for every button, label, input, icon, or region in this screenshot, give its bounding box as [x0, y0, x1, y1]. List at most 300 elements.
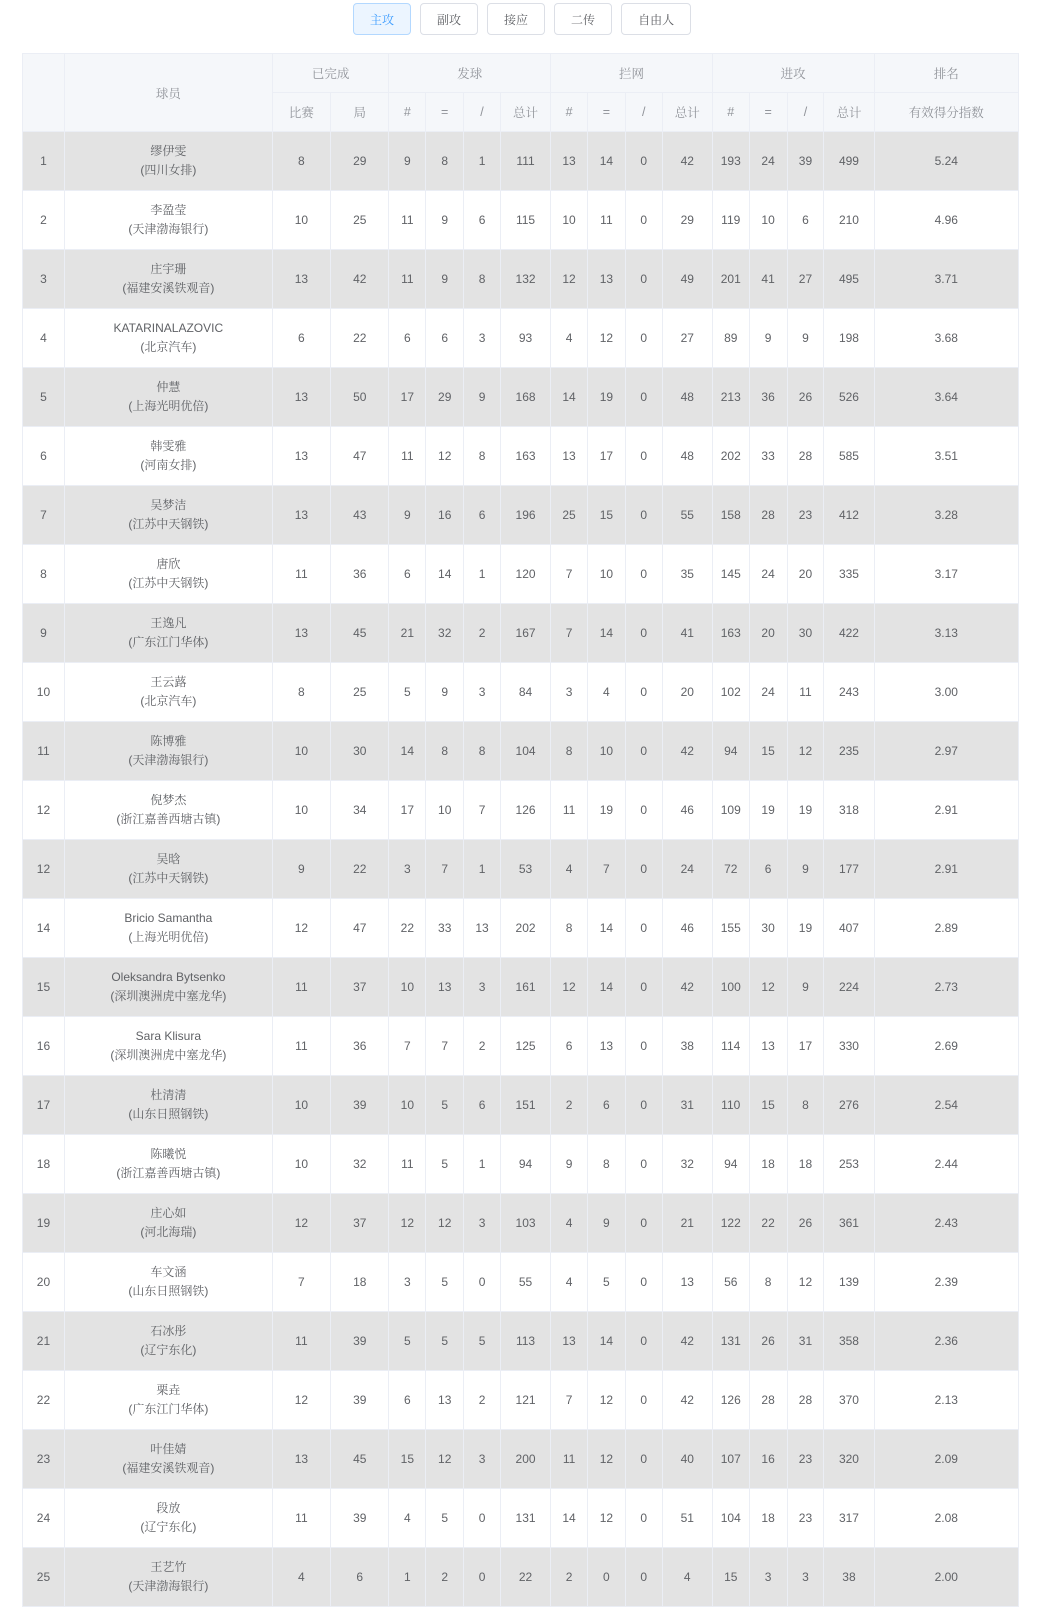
sets-header[interactable]: 局: [331, 93, 389, 132]
attack-total-cell: 422: [824, 604, 874, 663]
attack-hash-cell: 122: [712, 1194, 749, 1253]
sets-cell: 6: [331, 1548, 389, 1607]
attack-total-cell: 585: [824, 427, 874, 486]
serve-eq-cell: 29: [426, 368, 464, 427]
block-slash-cell: 0: [625, 1135, 662, 1194]
player-name: Oleksandra Bytsenko: [111, 970, 226, 984]
rank-cell: 20: [23, 1253, 65, 1312]
attack-hash-cell: 193: [712, 132, 749, 191]
attack-eq-cell: 3: [749, 1548, 787, 1607]
player-team: (天津渤海银行): [128, 222, 209, 236]
player-cell: [64, 604, 272, 663]
attack-total-cell: 235: [824, 722, 874, 781]
block-total-cell: 51: [662, 1489, 712, 1548]
attack-total-cell: 210: [824, 191, 874, 250]
player-name: 庄心如: [150, 1206, 187, 1220]
block-hash-cell: 14: [551, 1489, 588, 1548]
serve-total-cell: 202: [500, 899, 550, 958]
rank-cell: 21: [23, 1312, 65, 1371]
block-total-cell: 41: [662, 604, 712, 663]
block-total-header[interactable]: 总计: [662, 93, 712, 132]
serve-eq-cell: 7: [426, 1017, 464, 1076]
player-name: 唐欣: [156, 557, 181, 571]
block-total-cell: 20: [662, 663, 712, 722]
serve-total-cell: 132: [500, 250, 550, 309]
index-cell: 2.91: [874, 781, 1018, 840]
block-eq-cell: 14: [587, 899, 625, 958]
block-eq-cell: 14: [587, 1312, 625, 1371]
table-row[interactable]: [23, 1548, 1019, 1607]
attack-total-cell: 139: [824, 1253, 874, 1312]
block-eq-cell: 12: [587, 1489, 625, 1548]
completed-group-header: 已完成: [272, 54, 389, 93]
block-total-cell: 48: [662, 368, 712, 427]
serve-slash-cell: 0: [464, 1548, 501, 1607]
attack-eq-header[interactable]: =: [749, 93, 787, 132]
player-name: 李盈莹: [150, 203, 187, 217]
serve-eq-header[interactable]: =: [426, 93, 464, 132]
serve-hash-header[interactable]: #: [389, 93, 426, 132]
table-row[interactable]: [23, 1135, 1019, 1194]
matches-cell: 10: [272, 1076, 330, 1135]
attack-hash-cell: 102: [712, 663, 749, 722]
attack-total-cell: 335: [824, 545, 874, 604]
serve-total-cell: 200: [500, 1430, 550, 1489]
serve-eq-cell: 5: [426, 1253, 464, 1312]
attack-slash-header[interactable]: /: [787, 93, 824, 132]
block-hash-cell: 9: [551, 1135, 588, 1194]
serve-hash-cell: 10: [389, 958, 426, 1017]
attack-slash-cell: 19: [787, 899, 824, 958]
rank-cell: 15: [23, 958, 65, 1017]
attack-eq-cell: 24: [749, 663, 787, 722]
matches-cell: 13: [272, 604, 330, 663]
block-eq-cell: 12: [587, 1430, 625, 1489]
stats-table-container: [22, 53, 1019, 1607]
serve-slash-cell: 0: [464, 1253, 501, 1312]
table-row[interactable]: [23, 545, 1019, 604]
attack-eq-cell: 41: [749, 250, 787, 309]
table-row[interactable]: [23, 899, 1019, 958]
player-team: (山东日照钢铁): [128, 1284, 209, 1298]
rank-cell: 8: [23, 545, 65, 604]
serve-total-cell: 131: [500, 1489, 550, 1548]
block-slash-cell: 0: [625, 663, 662, 722]
rank-cell: 2: [23, 191, 65, 250]
serve-eq-cell: 32: [426, 604, 464, 663]
serve-slash-cell: 3: [464, 1194, 501, 1253]
attack-slash-cell: 6: [787, 191, 824, 250]
player-team: (河北海瑞): [140, 1225, 197, 1239]
block-total-cell: 46: [662, 781, 712, 840]
attack-slash-cell: 8: [787, 1076, 824, 1135]
block-slash-cell: 0: [625, 781, 662, 840]
serve-eq-cell: 5: [426, 1076, 464, 1135]
serve-slash-cell: 9: [464, 368, 501, 427]
player-team: (浙江嘉善西塘古镇): [116, 1166, 221, 1180]
attack-slash-cell: 12: [787, 722, 824, 781]
rank-cell: 11: [23, 722, 65, 781]
table-row[interactable]: [23, 840, 1019, 899]
block-slash-cell: 0: [625, 1194, 662, 1253]
serve-total-cell: 167: [500, 604, 550, 663]
index-cell: 2.00: [874, 1548, 1018, 1607]
attack-total-cell: 320: [824, 1430, 874, 1489]
attack-hash-cell: 107: [712, 1430, 749, 1489]
attack-slash-cell: 39: [787, 132, 824, 191]
player-team: (上海光明优倍): [128, 399, 209, 413]
attack-total-cell: 499: [824, 132, 874, 191]
player-team: (广东江门华体): [128, 1402, 209, 1416]
attack-total-cell: 330: [824, 1017, 874, 1076]
block-eq-cell: 0: [587, 1548, 625, 1607]
rank-cell: 25: [23, 1548, 65, 1607]
block-slash-cell: 0: [625, 1312, 662, 1371]
serve-total-cell: 161: [500, 958, 550, 1017]
serve-hash-cell: 9: [389, 486, 426, 545]
sets-cell: 43: [331, 486, 389, 545]
attack-total-cell: 243: [824, 663, 874, 722]
attack-total-header[interactable]: 总计: [824, 93, 874, 132]
matches-header[interactable]: 比赛: [272, 93, 330, 132]
index-cell: 3.13: [874, 604, 1018, 663]
attack-eq-cell: 10: [749, 191, 787, 250]
block-slash-cell: 0: [625, 1371, 662, 1430]
block-hash-header[interactable]: #: [551, 93, 588, 132]
table-row[interactable]: [23, 309, 1019, 368]
index-cell: 3.68: [874, 309, 1018, 368]
attack-hash-cell: 72: [712, 840, 749, 899]
attack-slash-cell: 11: [787, 663, 824, 722]
serve-slash-cell: 1: [464, 545, 501, 604]
attack-eq-cell: 19: [749, 781, 787, 840]
block-hash-cell: 6: [551, 1017, 588, 1076]
attack-total-cell: 361: [824, 1194, 874, 1253]
index-cell: 2.54: [874, 1076, 1018, 1135]
sets-cell: 50: [331, 368, 389, 427]
table-row[interactable]: [23, 1076, 1019, 1135]
rank-group-header: 排名: [874, 54, 1018, 93]
serve-total-cell: 93: [500, 309, 550, 368]
serve-slash-cell: 3: [464, 309, 501, 368]
player-team: (上海光明优倍): [128, 930, 209, 944]
serve-total-cell: 84: [500, 663, 550, 722]
block-total-cell: 4: [662, 1548, 712, 1607]
block-total-cell: 13: [662, 1253, 712, 1312]
table-row[interactable]: [23, 368, 1019, 427]
matches-cell: 12: [272, 1194, 330, 1253]
table-row[interactable]: [23, 1430, 1019, 1489]
player-name: 王逸凡: [150, 616, 187, 630]
attack-slash-cell: 20: [787, 545, 824, 604]
serve-hash-cell: 7: [389, 1017, 426, 1076]
table-row[interactable]: [23, 486, 1019, 545]
serve-total-cell: 196: [500, 486, 550, 545]
serve-total-cell: 53: [500, 840, 550, 899]
player-name: 段放: [156, 1501, 181, 1515]
block-eq-cell: 5: [587, 1253, 625, 1312]
player-name: 叶佳婧: [150, 1442, 187, 1456]
player-team: (江苏中天钢铁): [128, 871, 209, 885]
sets-cell: 25: [331, 191, 389, 250]
sets-cell: 37: [331, 958, 389, 1017]
attack-eq-cell: 8: [749, 1253, 787, 1312]
table-row[interactable]: [23, 604, 1019, 663]
block-slash-cell: 0: [625, 840, 662, 899]
block-total-cell: 24: [662, 840, 712, 899]
attack-hash-cell: 145: [712, 545, 749, 604]
attack-total-cell: 358: [824, 1312, 874, 1371]
player-name: 倪梦杰: [150, 793, 187, 807]
attack-slash-cell: 12: [787, 1253, 824, 1312]
attack-hash-header[interactable]: #: [712, 93, 749, 132]
serve-hash-cell: 10: [389, 1076, 426, 1135]
table-row[interactable]: [23, 191, 1019, 250]
table-row[interactable]: [23, 1017, 1019, 1076]
rank-cell: 6: [23, 427, 65, 486]
serve-hash-cell: 17: [389, 781, 426, 840]
serve-eq-cell: 9: [426, 250, 464, 309]
player-team: (广东江门华体): [128, 635, 209, 649]
serve-hash-cell: 11: [389, 427, 426, 486]
serve-total-cell: 151: [500, 1076, 550, 1135]
serve-total-cell: 94: [500, 1135, 550, 1194]
table-row[interactable]: [23, 1489, 1019, 1548]
rank-cell: 1: [23, 132, 65, 191]
player-cell: [64, 486, 272, 545]
table-row[interactable]: [23, 1371, 1019, 1430]
block-total-cell: 21: [662, 1194, 712, 1253]
sets-cell: 45: [331, 1430, 389, 1489]
block-slash-cell: 0: [625, 1489, 662, 1548]
serve-total-cell: 115: [500, 191, 550, 250]
player-cell: [64, 1253, 272, 1312]
serve-slash-cell: 2: [464, 604, 501, 663]
serve-hash-cell: 3: [389, 1253, 426, 1312]
index-cell: 2.09: [874, 1430, 1018, 1489]
matches-cell: 12: [272, 899, 330, 958]
serve-eq-cell: 5: [426, 1312, 464, 1371]
player-name: 仲慧: [156, 380, 181, 394]
index-cell: 2.91: [874, 840, 1018, 899]
serve-slash-cell: 6: [464, 1076, 501, 1135]
serve-slash-cell: 3: [464, 1430, 501, 1489]
serve-slash-cell: 8: [464, 427, 501, 486]
serve-hash-cell: 3: [389, 840, 426, 899]
serve-slash-cell: 1: [464, 840, 501, 899]
player-cell: [64, 132, 272, 191]
player-name: 栗垚: [156, 1383, 181, 1397]
player-header[interactable]: 球员: [64, 54, 272, 132]
matches-cell: 11: [272, 545, 330, 604]
player-cell: [64, 722, 272, 781]
attack-hash-cell: 114: [712, 1017, 749, 1076]
matches-cell: 11: [272, 958, 330, 1017]
attack-hash-cell: 202: [712, 427, 749, 486]
serve-slash-header[interactable]: /: [464, 93, 501, 132]
block-eq-cell: 9: [587, 1194, 625, 1253]
matches-cell: 13: [272, 427, 330, 486]
block-slash-cell: 0: [625, 604, 662, 663]
tab-3[interactable]: 二传: [554, 3, 612, 35]
block-total-cell: 42: [662, 1312, 712, 1371]
attack-slash-cell: 23: [787, 1489, 824, 1548]
index-cell: 5.24: [874, 132, 1018, 191]
serve-total-header[interactable]: 总计: [500, 93, 550, 132]
block-slash-cell: 0: [625, 427, 662, 486]
attack-eq-cell: 13: [749, 1017, 787, 1076]
block-eq-cell: 10: [587, 722, 625, 781]
matches-cell: 13: [272, 1430, 330, 1489]
matches-cell: 10: [272, 722, 330, 781]
block-slash-cell: 0: [625, 486, 662, 545]
index-cell: 3.71: [874, 250, 1018, 309]
block-hash-cell: 10: [551, 191, 588, 250]
serve-hash-cell: 11: [389, 191, 426, 250]
rank-cell: 12: [23, 840, 65, 899]
table-row[interactable]: [23, 958, 1019, 1017]
serve-eq-cell: 8: [426, 132, 464, 191]
table-row[interactable]: [23, 427, 1019, 486]
serve-hash-cell: 1: [389, 1548, 426, 1607]
attack-total-cell: 407: [824, 899, 874, 958]
block-eq-header[interactable]: =: [587, 93, 625, 132]
matches-cell: 11: [272, 1017, 330, 1076]
tab-1[interactable]: 副攻: [420, 3, 478, 35]
table-row[interactable]: [23, 1253, 1019, 1312]
attack-slash-cell: 23: [787, 1430, 824, 1489]
serve-slash-cell: 2: [464, 1017, 501, 1076]
sets-cell: 32: [331, 1135, 389, 1194]
player-name: 陈曦悦: [150, 1147, 187, 1161]
serve-hash-cell: 15: [389, 1430, 426, 1489]
tab-4[interactable]: 自由人: [621, 3, 691, 35]
tab-0[interactable]: 主攻: [353, 3, 411, 35]
block-eq-cell: 7: [587, 840, 625, 899]
attack-slash-cell: 3: [787, 1548, 824, 1607]
index-cell: 3.17: [874, 545, 1018, 604]
attack-hash-cell: 119: [712, 191, 749, 250]
attack-eq-cell: 24: [749, 545, 787, 604]
matches-cell: 13: [272, 250, 330, 309]
attack-total-cell: 318: [824, 781, 874, 840]
table-row[interactable]: [23, 132, 1019, 191]
player-cell: [64, 663, 272, 722]
block-slash-cell: 0: [625, 250, 662, 309]
table-row[interactable]: [23, 663, 1019, 722]
table-row[interactable]: [23, 1194, 1019, 1253]
index-cell: 2.89: [874, 899, 1018, 958]
serve-total-cell: 22: [500, 1548, 550, 1607]
serve-total-cell: 55: [500, 1253, 550, 1312]
serve-hash-cell: 9: [389, 132, 426, 191]
matches-cell: 11: [272, 1312, 330, 1371]
player-team: (辽宁东化): [140, 1343, 197, 1357]
block-slash-cell: 0: [625, 1430, 662, 1489]
index-cell: 2.69: [874, 1017, 1018, 1076]
serve-slash-cell: 5: [464, 1312, 501, 1371]
serve-eq-cell: 7: [426, 840, 464, 899]
block-total-cell: 42: [662, 1371, 712, 1430]
block-slash-header[interactable]: /: [625, 93, 662, 132]
sets-cell: 18: [331, 1253, 389, 1312]
block-total-cell: 35: [662, 545, 712, 604]
block-eq-cell: 14: [587, 132, 625, 191]
serve-eq-cell: 9: [426, 191, 464, 250]
block-eq-cell: 19: [587, 781, 625, 840]
serve-slash-cell: 8: [464, 250, 501, 309]
attack-eq-cell: 28: [749, 486, 787, 545]
table-row[interactable]: [23, 781, 1019, 840]
index-header[interactable]: 有效得分指数: [874, 93, 1018, 132]
matches-cell: 10: [272, 781, 330, 840]
serve-hash-cell: 5: [389, 1312, 426, 1371]
table-header: [23, 54, 1019, 132]
block-eq-cell: 14: [587, 604, 625, 663]
sets-cell: 39: [331, 1312, 389, 1371]
serve-slash-cell: 13: [464, 899, 501, 958]
block-total-cell: 29: [662, 191, 712, 250]
attack-eq-cell: 24: [749, 132, 787, 191]
index-cell: 3.00: [874, 663, 1018, 722]
tab-2[interactable]: 接应: [487, 3, 545, 35]
block-total-cell: 27: [662, 309, 712, 368]
player-cell: [64, 1312, 272, 1371]
block-hash-cell: 4: [551, 1253, 588, 1312]
block-slash-cell: 0: [625, 309, 662, 368]
rank-cell: 17: [23, 1076, 65, 1135]
attack-hash-cell: 163: [712, 604, 749, 663]
attack-eq-cell: 18: [749, 1489, 787, 1548]
attack-slash-cell: 9: [787, 840, 824, 899]
block-total-cell: 42: [662, 722, 712, 781]
block-hash-cell: 7: [551, 1371, 588, 1430]
block-slash-cell: 0: [625, 958, 662, 1017]
player-cell: [64, 958, 272, 1017]
index-cell: 3.51: [874, 427, 1018, 486]
attack-eq-cell: 16: [749, 1430, 787, 1489]
rank-cell: 19: [23, 1194, 65, 1253]
block-hash-cell: 8: [551, 899, 588, 958]
player-cell: [64, 368, 272, 427]
attack-eq-cell: 15: [749, 1076, 787, 1135]
attack-eq-cell: 22: [749, 1194, 787, 1253]
block-hash-cell: 13: [551, 132, 588, 191]
player-team: (辽宁东化): [140, 1520, 197, 1534]
sets-cell: 22: [331, 840, 389, 899]
rank-cell: 24: [23, 1489, 65, 1548]
player-cell: [64, 840, 272, 899]
player-stats-table: [22, 53, 1019, 1607]
serve-slash-cell: 6: [464, 191, 501, 250]
player-name: 王云蕗: [150, 675, 187, 689]
table-row[interactable]: [23, 250, 1019, 309]
table-row[interactable]: [23, 1312, 1019, 1371]
block-eq-cell: 11: [587, 191, 625, 250]
attack-total-cell: 276: [824, 1076, 874, 1135]
matches-cell: 10: [272, 1135, 330, 1194]
table-body: [23, 132, 1019, 1607]
block-eq-cell: 17: [587, 427, 625, 486]
serve-hash-cell: 14: [389, 722, 426, 781]
player-name: 陈博雅: [150, 734, 187, 748]
block-slash-cell: 0: [625, 132, 662, 191]
attack-eq-cell: 15: [749, 722, 787, 781]
player-cell: [64, 1489, 272, 1548]
rank-cell: 12: [23, 781, 65, 840]
player-name: Sara Klisura: [135, 1029, 202, 1043]
table-row[interactable]: [23, 722, 1019, 781]
